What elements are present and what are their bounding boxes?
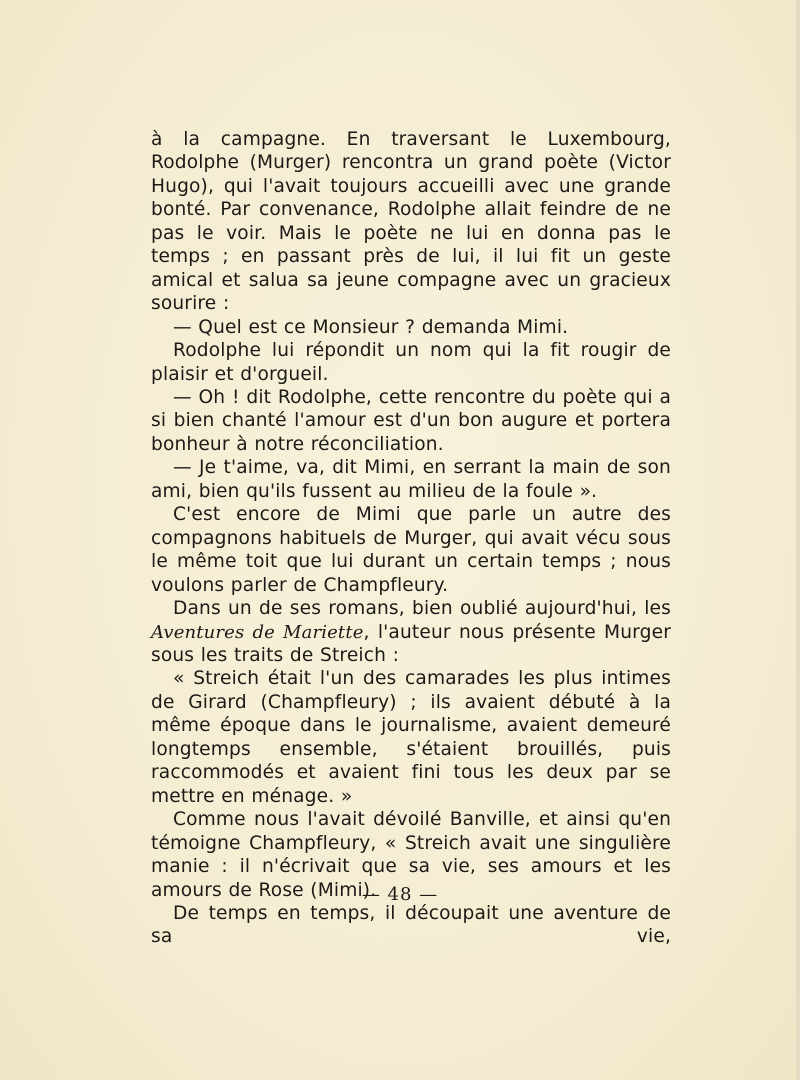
paragraph-1: à la campagne. En traversant le Luxembourg, Rodolphe (Murger) rencontra un grand poète (Victor Hugo), qui l'avait toujours accueilli avec une grande bonté. Par convenance, Rodolphe allait feindre de ne pas le voir. Mais le poète ne lui en donna pas le temps ; en passant près de lui, il lui fit un geste amical et salua sa jeune compagne avec un gracieux sourire :	[151, 129, 671, 315]
paragraph-2: — Quel est ce Monsieur ? demanda Mimi.	[173, 316, 569, 338]
paragraph-5: — Je t'aime, va, dit Mimi, en serrant la main de son ami, bien qu'ils fussent au milieu de la foule ».	[151, 457, 671, 502]
body-text	[151, 128, 671, 949]
paragraph-8: « Streich était l'un des camarades les plus intimes de Girard (Champfleury) ; ils avaient débuté à la même époque dans le journalisme, avaient demeuré longtemps ensemble, s'étaient brouillés, puis raccommodés et avaient fini tous les deux par se mettre en ménage. »	[151, 668, 671, 807]
paragraph-7	[151, 597, 671, 667]
page-edge	[796, 0, 800, 1080]
paragraph-9: Comme nous l'avait dévoilé Banville, et ainsi qu'en témoigne Champfleury, « Streich avait une singulière manie : il n'écrivait que sa vie, ses amours et les amours de Rose (Mimi).	[151, 809, 671, 901]
paragraph-10: De temps en temps, il découpait une aventure de sa vie,	[151, 902, 671, 948]
page-number: — 48 —	[361, 884, 439, 905]
paragraph-4: — Oh ! dit Rodolphe, cette rencontre du poète qui a si bien chanté l'amour est d'un bon augure et portera bonheur à notre réconciliation.	[151, 386, 671, 455]
paragraph-6: C'est encore de Mimi que parle un autre des compagnons habituels de Murger, qui avait vécu sous le même toit que lui durant un certain temps ; nous voulons parler de Champfleury.	[151, 504, 671, 596]
paragraph-7-end: , l'auteur nous présente Murger sous les traits de Streich :	[151, 621, 671, 666]
book-title-italic: Aventures de Mariette	[151, 621, 364, 643]
paragraph-3: Rodolphe lui répondit un nom qui la fit rougir de plaisir et d'orgueil.	[151, 340, 671, 385]
paragraph-7-start: Dans un de ses romans, bien oublié aujourd'hui, les	[173, 598, 671, 620]
